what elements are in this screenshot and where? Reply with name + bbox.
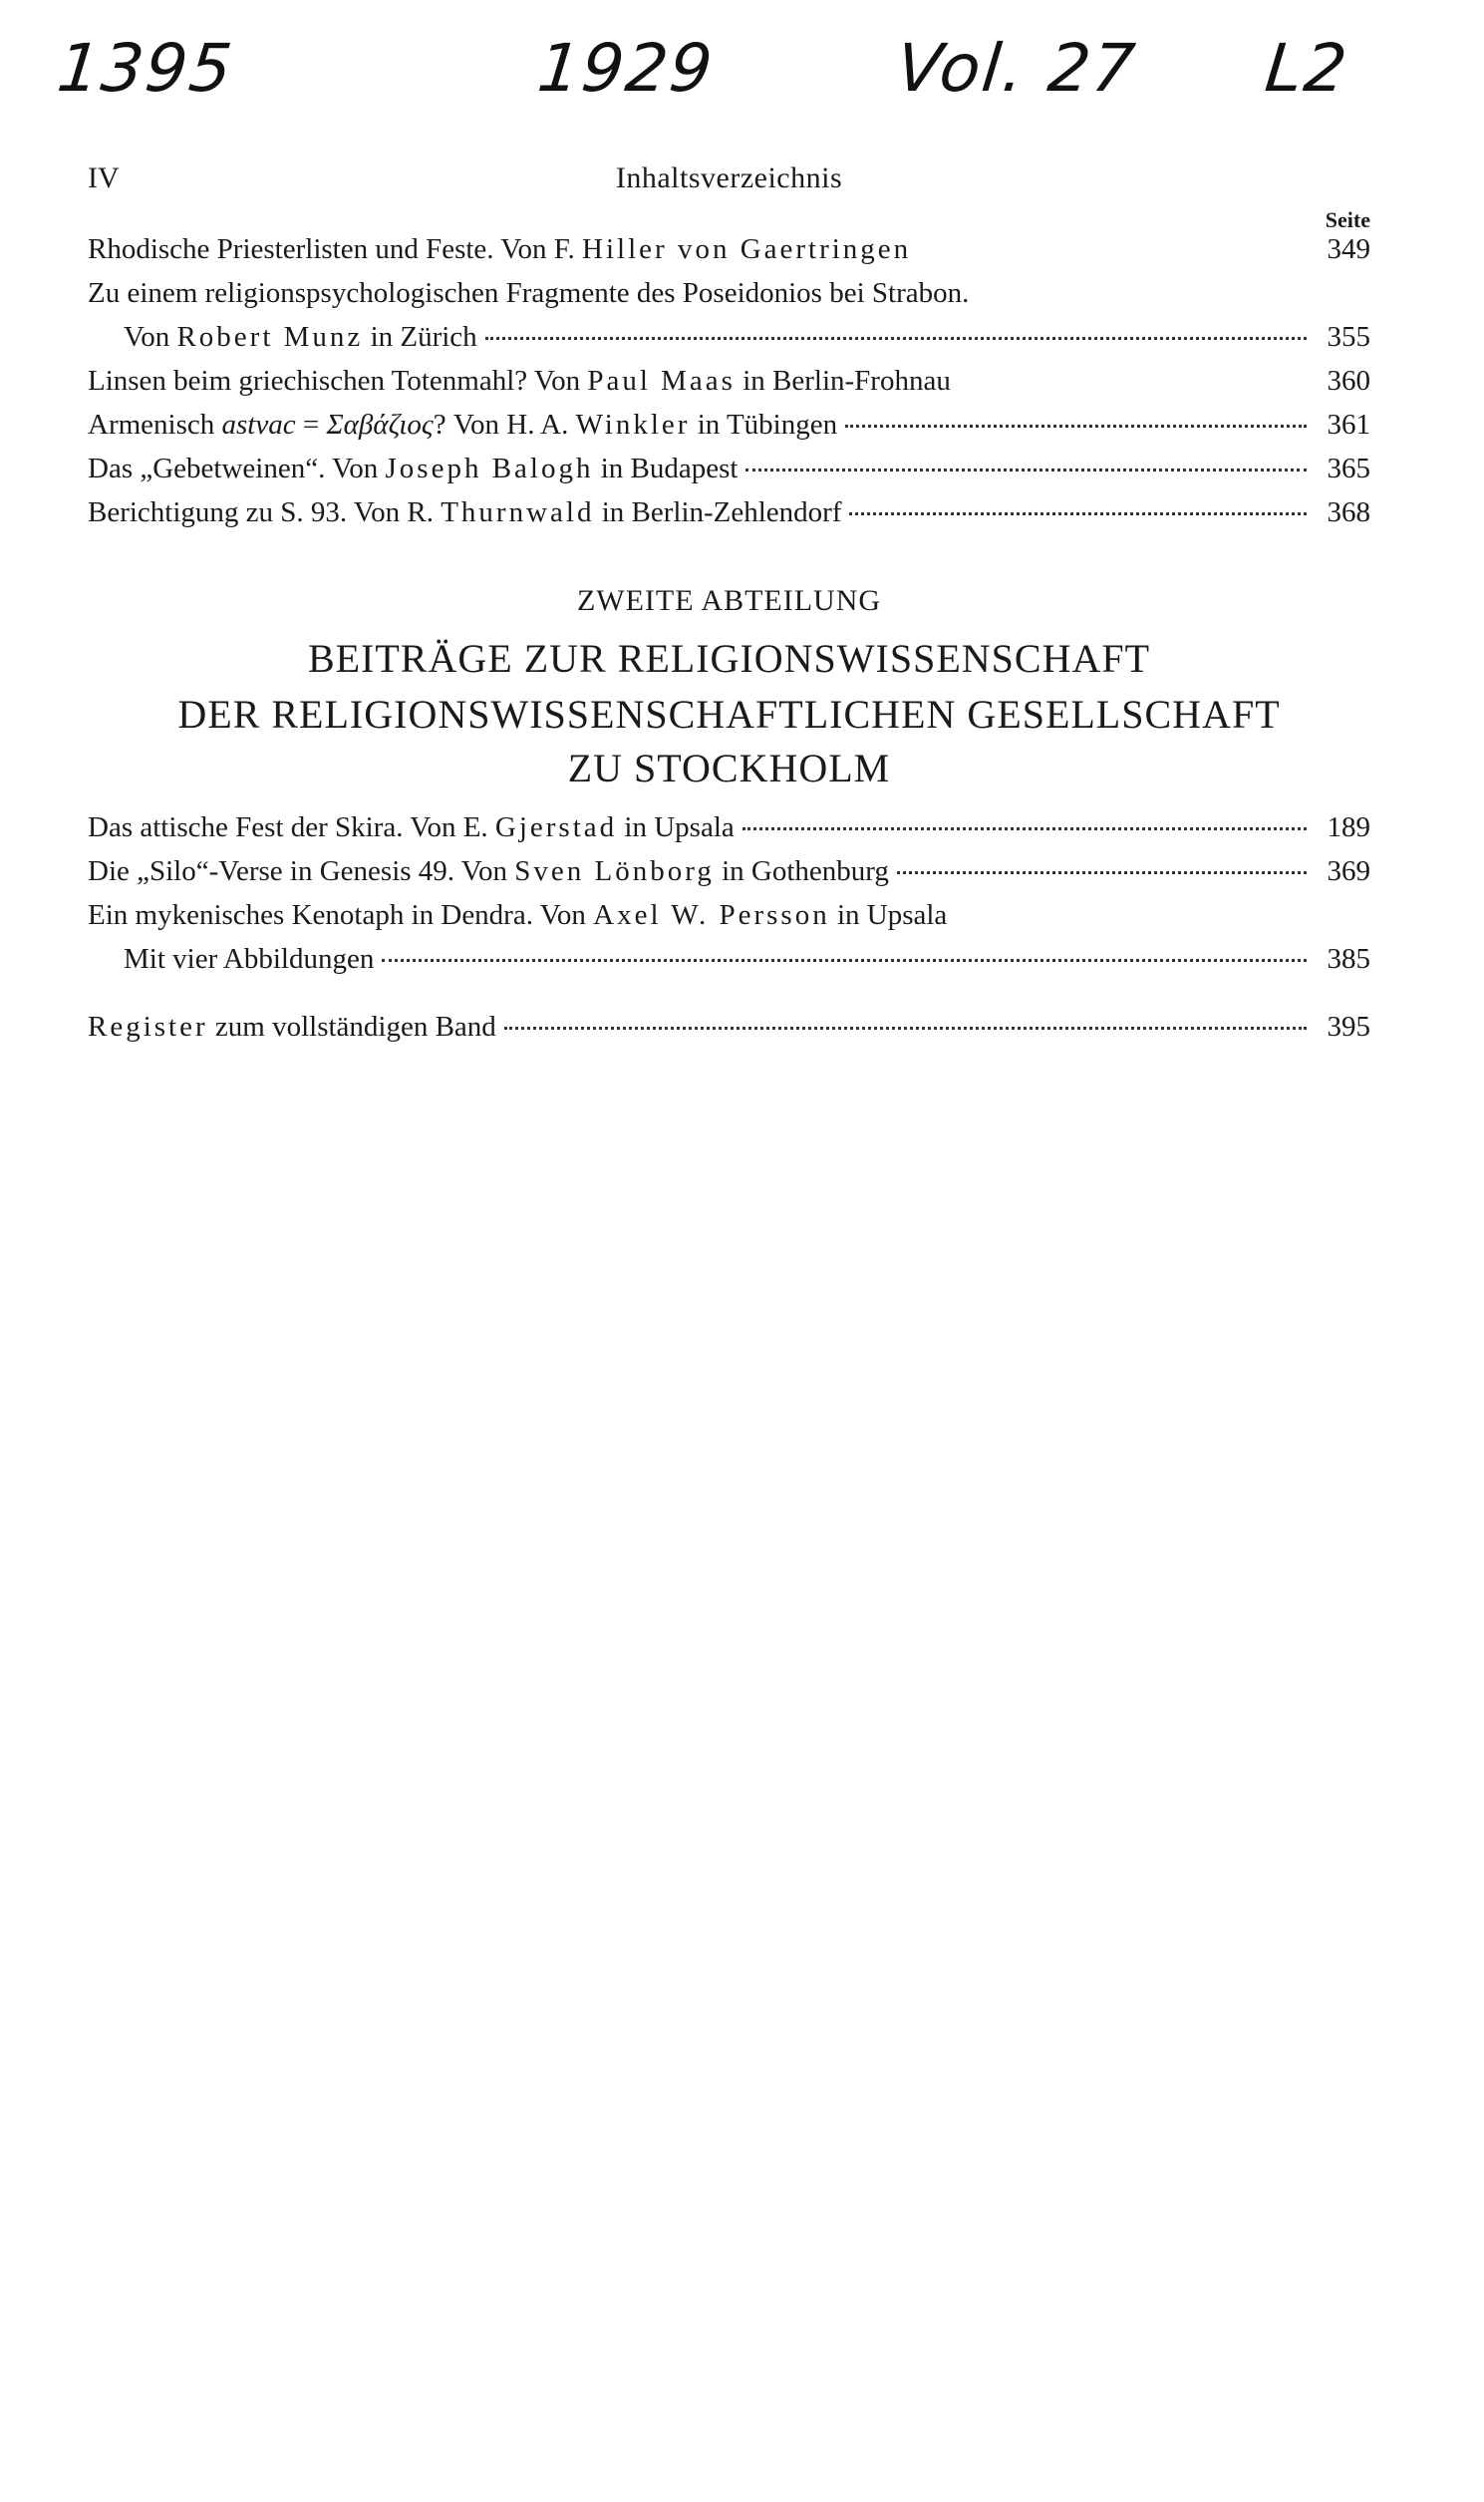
toc-page-number: 360: [1327, 365, 1370, 397]
toc-text-segment: in Berlin-Frohnau: [735, 365, 951, 397]
handwritten-note-code: L2: [1261, 30, 1352, 107]
toc-entry-text: [124, 937, 374, 981]
toc-entry-text: [124, 315, 477, 359]
toc-text-segment: Berichtigung zu S. 93. Von R.: [88, 496, 442, 528]
toc-text-segment: in Tübingen: [690, 409, 838, 441]
toc-entry: [88, 1005, 1370, 1049]
toc-second-section: [88, 805, 1370, 981]
toc-entry-row: [88, 271, 1370, 315]
toc-entry-row: [124, 315, 1370, 359]
author-name: Winkler: [575, 409, 691, 441]
toc-text-segment: in Budapest: [593, 453, 739, 484]
author-name: Gjerstad: [494, 811, 618, 843]
section-title-line: BEITRÄGE ZUR RELIGIONSWISSENSCHAFT: [307, 636, 1151, 681]
handwritten-note-volume: Vol. 27: [892, 30, 1140, 107]
running-title: Inhaltsverzeichnis: [615, 161, 843, 194]
toc-entry-row: [88, 893, 1370, 937]
toc-entry-row: [88, 490, 1370, 534]
section-title-line: ZU STOCKHOLM: [567, 746, 891, 790]
dot-leader: [742, 827, 1307, 830]
toc-text-segment: in Upsala: [617, 811, 735, 843]
toc-entry-row: [88, 447, 1370, 490]
toc-first-section: [88, 227, 1370, 534]
toc-entry-row: [88, 849, 1370, 893]
toc-entry-text: [88, 490, 841, 534]
page-number: IV: [88, 161, 120, 194]
toc-page-number: 361: [1327, 409, 1370, 441]
dot-leader: [382, 959, 1307, 962]
handwritten-note-catalog-number: 1395: [53, 30, 238, 107]
toc-entry-text: [88, 1005, 496, 1049]
toc-entry: [88, 805, 1370, 849]
toc-entry-text: [88, 805, 735, 849]
dot-leader: [745, 469, 1307, 471]
toc-text-segment: Das „Gebetweinen“. Von: [88, 453, 386, 484]
toc-text-segment: in Gothenburg: [714, 855, 889, 887]
author-name: Register: [88, 1011, 208, 1043]
toc-page-number: 368: [1327, 496, 1370, 528]
author-name: Sven Lönborg: [514, 855, 715, 887]
toc-entry-row: [124, 937, 1370, 981]
toc-entry: [88, 490, 1370, 534]
author-name: Hiller von Gaertringen: [582, 233, 912, 265]
dot-leader: [504, 1027, 1307, 1030]
toc-entry-text: [88, 403, 837, 447]
toc-entry-text: [88, 893, 947, 937]
handwritten-note-year: 1929: [533, 30, 719, 107]
toc-page-number: 365: [1327, 453, 1370, 484]
toc-page-number: 369: [1327, 855, 1370, 887]
toc-text-segment: Armenisch: [88, 409, 222, 441]
toc-text-segment: zum vollständigen Band: [207, 1011, 496, 1043]
toc-text-segment: Von: [124, 321, 177, 353]
toc-entry-row: [88, 359, 1370, 403]
toc-entry: [88, 403, 1370, 447]
toc-page-number: 385: [1327, 943, 1370, 975]
page-column-label: Seite: [1325, 207, 1370, 232]
toc-entry: [88, 447, 1370, 490]
toc-text-segment: Zu einem religionspsychologischen Fragmente des Poseidonios bei Strabon.: [88, 277, 970, 309]
toc-page-number: 355: [1327, 321, 1370, 353]
author-name: Thurnwald: [441, 496, 595, 528]
toc-entry-text: [88, 359, 951, 403]
dot-leader: [897, 871, 1307, 874]
toc-entry-row: [88, 227, 1370, 271]
running-header: [88, 161, 1370, 205]
dot-leader: [849, 512, 1307, 515]
toc-entry-row: [88, 805, 1370, 849]
toc-entry-continuation: [88, 937, 1370, 981]
toc-entry-row: [88, 1005, 1370, 1049]
dot-leader: [845, 425, 1307, 428]
toc-text-segment: Rhodische Priesterlisten und Feste. Von F.: [88, 233, 583, 265]
toc-text-segment: in Zürich: [363, 321, 477, 353]
toc-text-segment: ? Von H. A.: [433, 409, 576, 441]
toc-page-number: 395: [1327, 1011, 1370, 1043]
toc-entry-text: [88, 849, 889, 893]
author-name: Axel W. Persson: [593, 899, 830, 931]
toc-entry-text: [88, 227, 911, 271]
toc-text-segment: Linsen beim griechischen Totenmahl? Von: [88, 365, 588, 397]
dot-leader: [485, 337, 1307, 340]
toc-entry: [88, 359, 1370, 403]
author-name: Robert Munz: [176, 321, 364, 353]
italic-term: Σαβάζιος: [326, 409, 434, 441]
author-name: Joseph Balogh: [385, 453, 594, 484]
toc-entry: [88, 271, 1370, 315]
toc-entry: [88, 227, 1370, 271]
italic-term: astvac: [221, 409, 296, 441]
toc-text-segment: in Upsala: [829, 899, 948, 931]
toc-entry-text: [88, 447, 738, 490]
author-name: Paul Maas: [587, 365, 736, 397]
toc-text-segment: Die „Silo“-Verse in Genesis 49. Von: [88, 855, 515, 887]
toc-text-segment: Mit vier Abbildungen: [124, 943, 375, 975]
section-title-line: DER RELIGIONSWISSENSCHAFTLICHEN GESELLSCHAFT: [177, 692, 1281, 737]
toc-entry-text: [88, 271, 969, 315]
toc-page-number: 349: [1327, 233, 1370, 265]
toc-text-segment: =: [295, 409, 327, 441]
section-subtitle: ZWEITE ABTEILUNG: [576, 584, 882, 617]
toc-register-section: [88, 1005, 1370, 1049]
toc-page-number: 189: [1327, 811, 1370, 843]
toc-entry-row: [88, 403, 1370, 447]
toc-entry: [88, 893, 1370, 937]
toc-entry-continuation: [88, 315, 1370, 359]
toc-entry: [88, 849, 1370, 893]
toc-text-segment: Ein mykenisches Kenotaph in Dendra. Von: [88, 899, 594, 931]
toc-text-segment: in Berlin-Zehlendorf: [594, 496, 842, 528]
toc-text-segment: Das attische Fest der Skira. Von E.: [88, 811, 495, 843]
